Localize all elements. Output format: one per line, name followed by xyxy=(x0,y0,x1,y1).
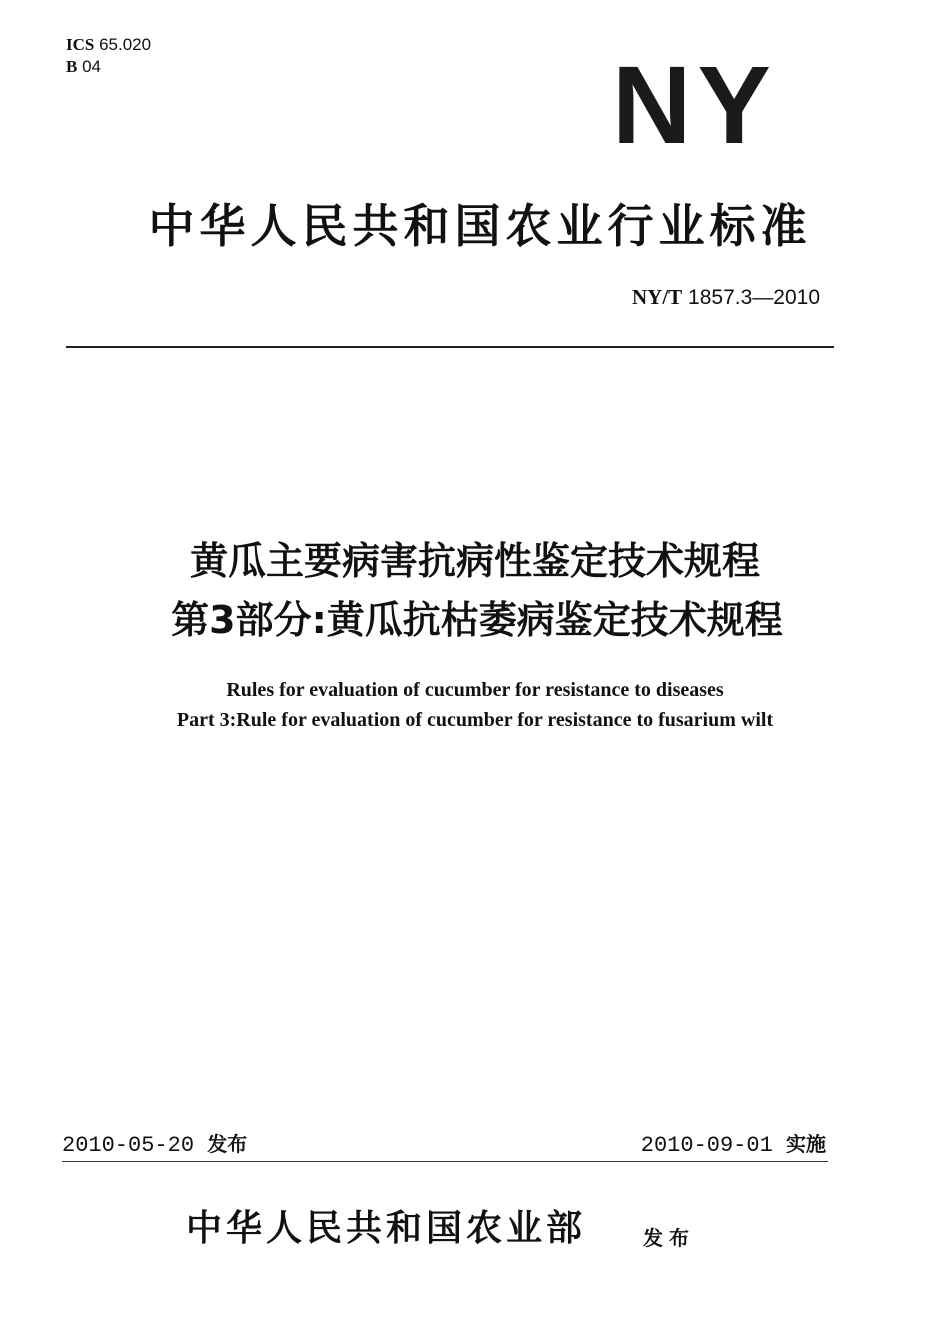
implementation-date-value: 2010-09-01 xyxy=(640,1133,773,1158)
issue-date xyxy=(62,1128,247,1158)
ny-logo: NY xyxy=(612,44,777,167)
ccs-line xyxy=(66,56,151,78)
ics-label: ICS xyxy=(66,35,95,54)
issuer-name: 中华人民共和国农业部 xyxy=(186,1207,587,1249)
title-cn-line1: 黄瓜主要病害抗病性鉴定技术规程 xyxy=(189,539,760,583)
issuer-word: 发布 xyxy=(643,1226,695,1250)
ccs-value: 04 xyxy=(82,57,101,76)
issue-date-value: 2010-05-20 xyxy=(62,1133,195,1158)
ics-value: 65.020 xyxy=(99,35,152,54)
standard-code xyxy=(632,285,820,310)
standard-header: 中华人民共和国农业行业标准 xyxy=(148,199,812,253)
header-divider xyxy=(66,346,834,348)
implementation-date xyxy=(641,1128,826,1158)
standard-code-number: 1857.3—2010 xyxy=(688,286,820,309)
ics-line xyxy=(66,34,151,56)
title-en-line2: Part 3:Rule for evaluation of cucumber for resistance to fusarium wilt xyxy=(176,709,774,731)
title-cn-line2: 第3部分:黄瓜抗枯萎病鉴定技术规程 xyxy=(171,598,783,642)
title-en-line1: Rules for evaluation of cucumber for resistance to diseases xyxy=(226,679,724,701)
standard-code-prefix: NY/T xyxy=(632,285,683,309)
footer-divider xyxy=(62,1161,828,1162)
implementation-date-word: 实施 xyxy=(786,1132,826,1156)
classification-block xyxy=(66,34,151,78)
ccs-label: B xyxy=(66,57,78,76)
issue-date-word: 发布 xyxy=(207,1132,248,1156)
